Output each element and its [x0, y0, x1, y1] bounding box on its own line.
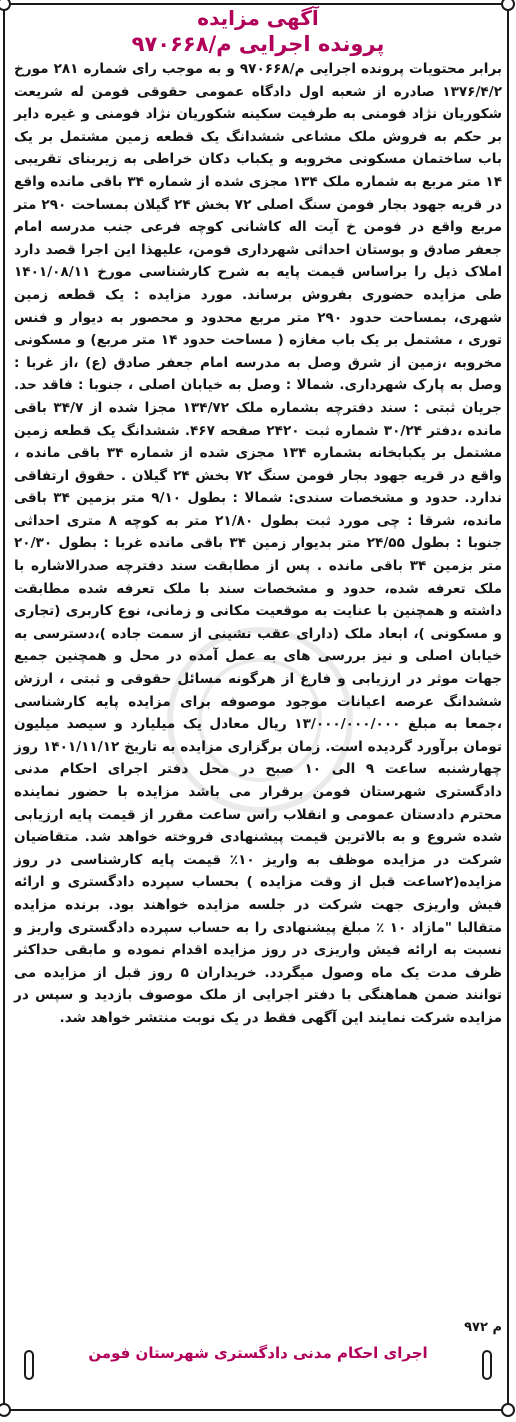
corner-ornament: [0, 1403, 11, 1417]
case-number: پرونده اجرایی م/۹۷۰۶۶۸: [131, 32, 385, 56]
notice-body: برابر محتویات پرونده اجرایی م/۹۷۰۶۶۸ و به موجب رای شماره ۲۸۱ مورخ ۱۳۷۶/۴/۲ صادره از شعبه اول دادگاه عمومی حقوقی فومن له شریعت شکوریان نژاد فومنی به طرفیت سکینه شکوریان نژاد فومنی و غیره دایر بر حکم به فروش ملک مشاعی ششدانگ یک قطعه زمین مشتمل بر یک باب ساختمان مسکونی مخروبه و یکباب دکان خراطی به زیربنای تقریبی ۱۴ متر مربع به شماره ملک ۱۳۴ مجزی شده از شماره ۳۴ باقی مانده واقع در قریه جهود بجار فومن سنگ اصلی ۷۲ بخش ۲۴ گیلان بمساحت ۲۹۰ متر مربع واقع در فومن خ آیت اله کاشانی کوچه فرعی جنب مدرسه امام جعفر صادق و بوستان احداثی شهرداری فومن، علیهذا این اجرا قصد دارد املاک ذیل را براساس قیمت پایه به شرح کارشناسی مورخ ۱۴۰۱/۰۸/۱۱ طی مزایده حضوری بفروش برساند. مورد مزایده : یک قطعه زمین شهری، بمساحت حدود ۲۹۰ متر مربع محدود و محصور به دیوار و فنس توری ، مشتمل بر یک باب مغازه ( مساحت حدود ۱۴ متر مربع) و مسکونی مخروبه ،زمین از شرق وصل به مدرسه امام جعفر صادق (ع) ،از غربا : وصل به پارک شهرداری. شمالا : وصل به خیابان اصلی ، جنوبا : فاقد حد. جریان ثبتی : سند دفترچه بشماره ملک ۱۳۴/۷۲ مجزا شده از ۳۴/۷ باقی مانده ،دفتر ۳۰/۲۴ شماره ثبت ۲۴۲۰ صفحه ۴۶۷. ششدانگ یک قطعه زمین مشتمل بر یکبابخانه بشماره ۱۳۴ مجزی شده از شماره ۳۴ باقی مانده ، واقع در قریه جهود بجار فومن سنگ ۷۲ بخش ۲۴ گیلان . حقوق ارتفاقی ندارد. حدود و مشخصات سندی: شمالا : بطول ۹/۱۰ متر بزمین ۳۴ باقی مانده، شرقا : چی مورد ثبت بطول ۲۱/۸۰ متر به کوچه ۸ متری احداثی جنوبا : بطول ۲۴/۵۵ متر بدیوار زمین ۳۴ باقی مانده غربا : بطول ۲۰/۳۰ متر بزمین ۳۴ باقی مانده . پس از مطابقت سند دفترچه صدرالاشاره با ملک تعرفه شده، حدود و مشخصات سند با ملک تعرفه شده مطابقت داشته و همچنین با عنایت به موقعیت مکانی و زمانی، نوع کاربری (تجاری و مسکونی )، ابعاد ملک (دارای عقب نشینی از سمت جاده )،دسترسی به خیابان اصلی و نیز بررسی های به عمل آمده در محل و همچنین جمیع جهات موثر در ارزیابی و فارغ از هرگونه مسائل حقوقی و ثبتی ، ارزش ششدانگ عرصه اعیانات موجود موصوفه برای مزایده پایه کارشناسی ،جمعا به مبلغ ۱۳/۰۰۰/۰۰۰/۰۰۰ ریال معادل یک میلیارد و سیصد میلیون تومان برآورد گردیده است. زمان برگزاری مزایده به تاریخ ۱۴۰۱/۱۱/۱۲ روز چهارشنبه ساعت ۹ الی ۱۰ صبح در محل دفتر اجرای احکام مدنی دادگستری شهرستان فومن برقرار می باشد مزایده با حضور نماینده محترم دادستان عمومی و انقلاب راس ساعت مقرر از قیمت پایه ارزیابی شده شروع و به بالاترین قیمت پیشنهادی فروخته خواهد شد. متقاضیان شرکت در مزایده موظف به واریز ۱۰٪ قیمت پایه کارشناسی در روز مزایده(۲ساعت قبل از وقت مزایده ) بحساب سپرده دادگستری و ارائه فیش واریزی جهت شرکت در جلسه مزایده خواهند بود. برنده مزایده متقالبا "مازاد ۱۰ ٪ مبلغ پیشنهادی را به حساب سپرده دادگستری واریز و نسبت به ارائه فیش واریزی در روز مزایده اقدام نموده و مابقی حداکثر ظرف مدت یک ماه وصول میگردد. خریداران ۵ روز قبل از مزایده می توانند ضمن هماهنگی با دفتر اجرایی از ملک موصوف بازدید و سپس در مزایده شرکت نمایند این آگهی فقط در یک نوبت منتشر خواهد شد.: [14, 61, 503, 1026]
notice-header: [0, 6, 516, 58]
corner-ornament: [501, 1403, 515, 1417]
issuing-authority: اجرای احکام مدنی دادگستری شهرستان فومن: [88, 1344, 428, 1362]
notice-title: آگهی مزایده: [197, 6, 319, 30]
document-reference: م ۹۷۲: [464, 1320, 502, 1335]
